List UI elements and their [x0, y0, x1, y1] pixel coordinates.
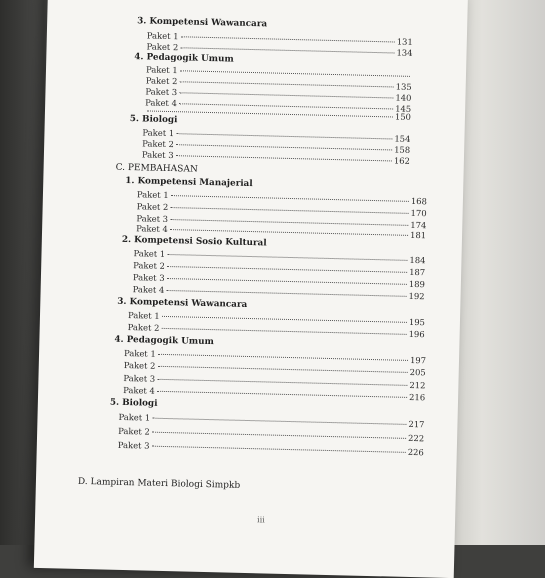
toc-heading: 4. Pedagogik Umum	[114, 334, 214, 348]
toc-entry: Paket 2 134	[146, 41, 413, 58]
toc-entry: Paket 2 170	[136, 201, 427, 219]
toc-heading: 3. Kompetensi Wawancara	[117, 296, 248, 310]
toc-entry: Paket 4 181	[136, 223, 427, 241]
toc-entry: Paket 4 145	[145, 97, 412, 114]
toc-entry: Paket 1 131	[146, 30, 413, 47]
book-page	[34, 0, 468, 578]
toc-heading: 2. Kompetensi Sosio Kultural	[121, 234, 267, 249]
page-number: iii	[256, 515, 265, 525]
toc-entry: Paket 4 216	[123, 384, 426, 403]
section-c-title: C. PEMBAHASAN	[115, 162, 198, 175]
toc-entry: 150	[145, 105, 411, 121]
toc-entry: Paket 3 174	[136, 213, 427, 231]
toc-entry: Paket 2 222	[118, 425, 425, 444]
toc-entry: Paket 1 197	[123, 347, 427, 366]
toc-heading: 4. Pedagogik Umum	[134, 52, 234, 65]
section-d-title: D. Lampiran Materi Biologi Simpkb	[77, 476, 241, 491]
toc-entry: Paket 2 187	[133, 260, 426, 278]
toc-entry: Paket 2 196	[127, 322, 425, 340]
toc-entry: Paket 4 192	[132, 284, 425, 302]
toc-entry: Paket 1 184	[133, 248, 426, 266]
toc-entry: Paket 1 168	[136, 189, 428, 207]
toc-entry: Paket 3 189	[132, 272, 425, 290]
toc-entry: Paket 2 205	[123, 359, 426, 378]
toc-entry: Paket 2 158	[142, 138, 411, 155]
toc-entry: Paket 3 226	[117, 439, 424, 458]
toc-entry: Paket 3 212	[123, 372, 426, 391]
toc-entry: Paket 2 135	[145, 75, 412, 92]
toc-heading: 5. Biologi	[129, 114, 178, 126]
toc-heading: 1. Kompetensi Manajerial	[125, 175, 253, 190]
toc-entry: Paket 1 154	[142, 127, 411, 144]
toc-entry: Paket 1 195	[127, 310, 426, 328]
toc-heading: 5. Biologi	[109, 397, 158, 409]
toc-heading: 3. Kompetensi Wawancara	[137, 16, 268, 30]
toc-entry: Paket 3 140	[145, 86, 412, 103]
toc-entry: Paket 1 217	[118, 411, 425, 430]
toc-entry: Paket 1	[146, 64, 412, 80]
toc-entry: Paket 3 162	[141, 149, 411, 166]
